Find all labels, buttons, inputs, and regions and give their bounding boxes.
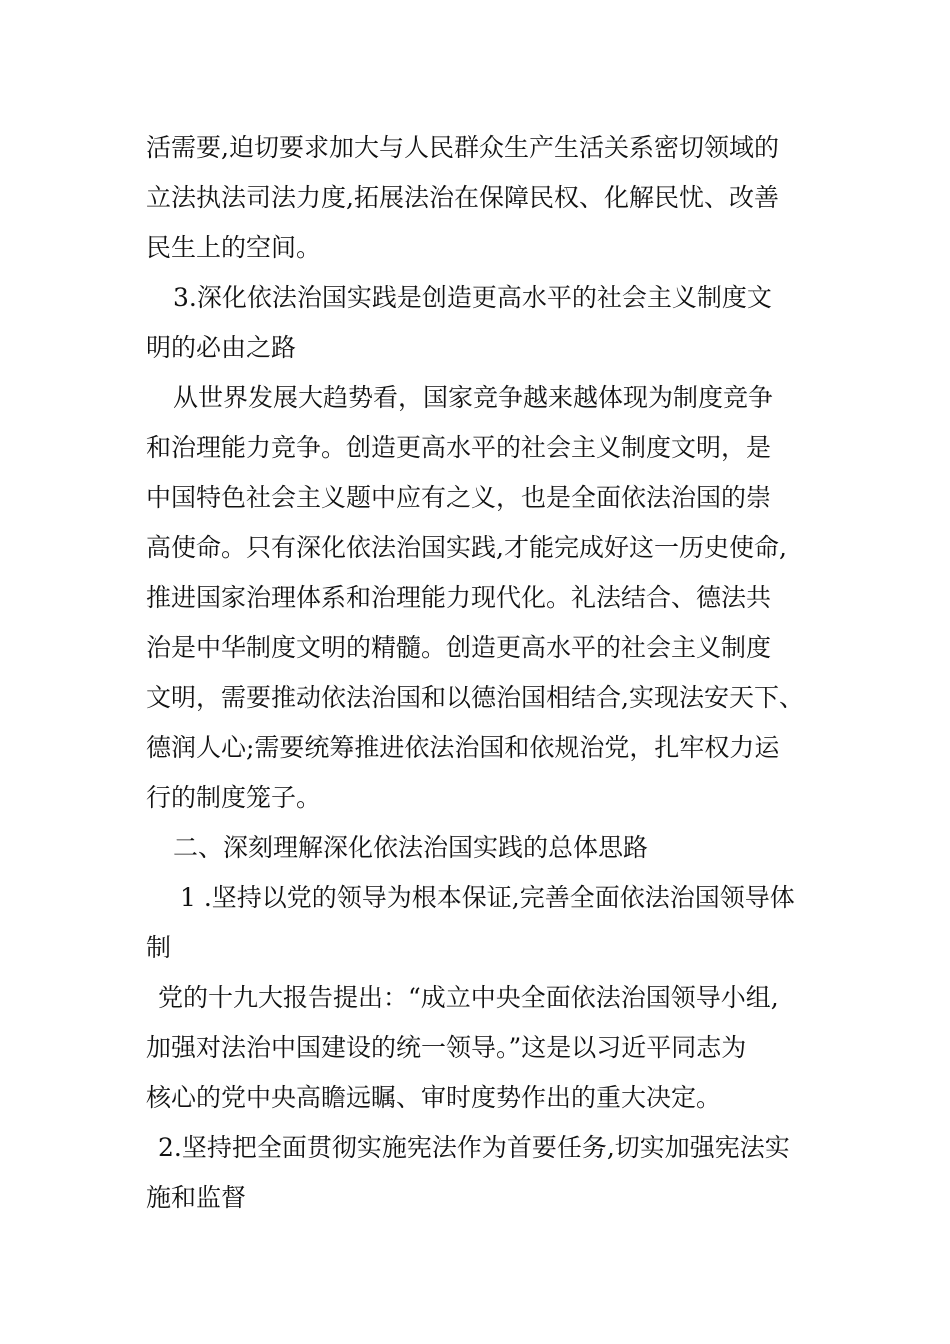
text-line: 中国特色社会主义题中应有之义，也是全面依法治国的崇	[146, 483, 772, 512]
paragraph-start: 党的十九大报告提出：“成立中央全面依法治国领导小组,	[158, 983, 779, 1012]
text-line: 治是中华制度文明的精髓。创造更高水平的社会主义制度	[146, 633, 772, 662]
section-heading: 3.深化依法治国实践是创造更高水平的社会主义制度文	[173, 283, 772, 312]
section-heading: 2.坚持把全面贯彻实施宪法作为首要任务,切实加强宪法实	[158, 1133, 790, 1162]
text-line: 德润人心;需要统筹推进依法治国和依规治党，扎牢权力运	[146, 733, 780, 762]
text-line: 文明，需要推动依法治国和以德治国相结合,实现法安天下、	[146, 683, 804, 712]
chapter-heading: 二、深刻理解深化依法治国实践的总体思路	[173, 833, 649, 862]
paragraph-start: 从世界发展大趋势看，国家竞争越来越体现为制度竞争	[173, 383, 774, 412]
text-line: 活需要,迫切要求加大与人民群众生产生活关系密切领域的	[146, 133, 779, 162]
text-line: 高使命。只有深化依法治国实践,才能完成好这一历史使命,	[146, 533, 787, 562]
section-heading-continued: 明的必由之路	[146, 333, 297, 362]
section-heading: 1 .坚持以党的领导为根本保证,完善全面依法治国领导体	[180, 883, 795, 912]
text-line: 行的制度笼子。	[146, 783, 322, 812]
text-line: 加强对法治中国建设的统一领导。”这是以习近平同志为	[146, 1033, 747, 1062]
text-line: 民生上的空间。	[146, 233, 322, 262]
section-heading-continued: 施和监督	[146, 1183, 247, 1212]
text-line: 核心的党中央高瞻远瞩、审时度势作出的重大决定。	[146, 1083, 722, 1112]
text-line: 和治理能力竞争。创造更高水平的社会主义制度文明，是	[146, 433, 772, 462]
section-heading-continued: 制	[146, 933, 172, 962]
text-line: 推进国家治理体系和治理能力现代化。礼法结合、德法共	[146, 583, 772, 612]
text-line: 立法执法司法力度,拓展法治在保障民权、化解民忧、改善	[146, 183, 779, 212]
